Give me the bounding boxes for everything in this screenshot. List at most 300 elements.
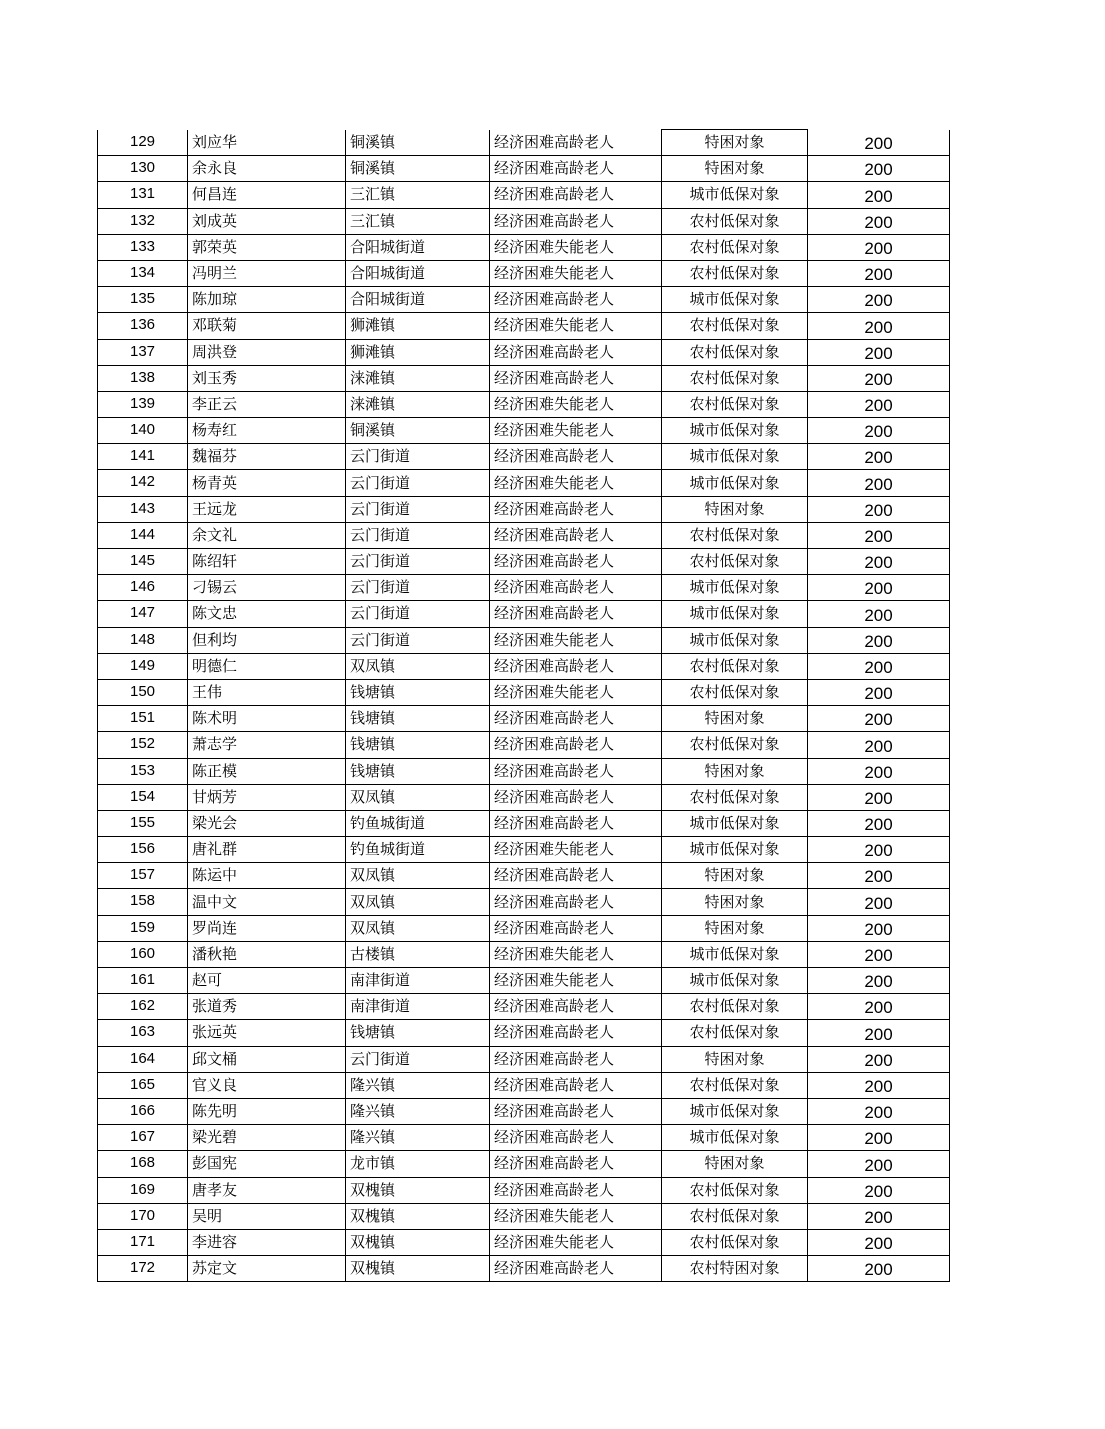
amount-cell: 200	[808, 522, 950, 548]
amount-cell: 200	[808, 130, 950, 156]
elder-type-cell: 经济困难失能老人	[490, 234, 662, 260]
name-cell: 赵可	[188, 968, 346, 994]
elder-type-cell: 经济困难高龄老人	[490, 339, 662, 365]
amount-cell: 200	[808, 1046, 950, 1072]
table-row	[98, 1256, 950, 1282]
row-number-cell: 172	[98, 1256, 188, 1282]
table-row	[98, 575, 950, 601]
town-cell: 云门街道	[346, 522, 490, 548]
town-cell: 隆兴镇	[346, 1125, 490, 1151]
row-number-cell: 130	[98, 156, 188, 182]
elder-type-cell: 经济困难高龄老人	[490, 130, 662, 156]
table-row	[98, 391, 950, 417]
amount-cell: 200	[808, 679, 950, 705]
town-cell: 狮滩镇	[346, 313, 490, 339]
row-number-cell: 156	[98, 837, 188, 863]
town-cell: 三汇镇	[346, 208, 490, 234]
table-row	[98, 470, 950, 496]
amount-cell: 200	[808, 444, 950, 470]
town-cell: 双槐镇	[346, 1229, 490, 1255]
town-cell: 钓鱼城街道	[346, 837, 490, 863]
town-cell: 铜溪镇	[346, 156, 490, 182]
row-number-cell: 170	[98, 1203, 188, 1229]
assistance-category-cell: 城市低保对象	[662, 470, 808, 496]
table-row	[98, 889, 950, 915]
town-cell: 云门街道	[346, 575, 490, 601]
name-cell: 官义良	[188, 1072, 346, 1098]
town-cell: 隆兴镇	[346, 1072, 490, 1098]
town-cell: 双凤镇	[346, 915, 490, 941]
elder-type-cell: 经济困难高龄老人	[490, 575, 662, 601]
name-cell: 郭荣英	[188, 234, 346, 260]
assistance-category-cell: 城市低保对象	[662, 287, 808, 313]
name-cell: 彭国宪	[188, 1151, 346, 1177]
elder-type-cell: 经济困难失能老人	[490, 1203, 662, 1229]
table-row	[98, 810, 950, 836]
table-row	[98, 287, 950, 313]
amount-cell: 200	[808, 863, 950, 889]
town-cell: 双槐镇	[346, 1203, 490, 1229]
row-number-cell: 144	[98, 522, 188, 548]
amount-cell: 200	[808, 784, 950, 810]
elder-type-cell: 经济困难高龄老人	[490, 1177, 662, 1203]
elder-type-cell: 经济困难失能老人	[490, 837, 662, 863]
name-cell: 陈加琼	[188, 287, 346, 313]
elder-type-cell: 经济困难失能老人	[490, 679, 662, 705]
town-cell: 钱塘镇	[346, 679, 490, 705]
amount-cell: 200	[808, 837, 950, 863]
elder-type-cell: 经济困难高龄老人	[490, 156, 662, 182]
table-row	[98, 1098, 950, 1124]
amount-cell: 200	[808, 365, 950, 391]
row-number-cell: 131	[98, 182, 188, 208]
name-cell: 唐孝友	[188, 1177, 346, 1203]
amount-cell: 200	[808, 1256, 950, 1282]
row-number-cell: 154	[98, 784, 188, 810]
assistance-category-cell: 城市低保对象	[662, 575, 808, 601]
row-number-cell: 159	[98, 915, 188, 941]
assistance-category-cell: 农村低保对象	[662, 260, 808, 286]
row-number-cell: 134	[98, 260, 188, 286]
elder-type-cell: 经济困难失能老人	[490, 418, 662, 444]
elder-type-cell: 经济困难高龄老人	[490, 365, 662, 391]
town-cell: 三汇镇	[346, 182, 490, 208]
assistance-category-cell: 农村低保对象	[662, 339, 808, 365]
name-cell: 陈术明	[188, 706, 346, 732]
assistance-category-cell: 特困对象	[662, 915, 808, 941]
assistance-category-cell: 农村低保对象	[662, 313, 808, 339]
row-number-cell: 142	[98, 470, 188, 496]
amount-cell: 200	[808, 889, 950, 915]
name-cell: 陈正模	[188, 758, 346, 784]
amount-cell: 200	[808, 287, 950, 313]
town-cell: 钓鱼城街道	[346, 810, 490, 836]
table-row	[98, 234, 950, 260]
assistance-category-cell: 农村低保对象	[662, 1203, 808, 1229]
name-cell: 温中文	[188, 889, 346, 915]
elder-type-cell: 经济困难高龄老人	[490, 1125, 662, 1151]
assistance-category-cell: 城市低保对象	[662, 941, 808, 967]
town-cell: 涞滩镇	[346, 365, 490, 391]
name-cell: 杨寿红	[188, 418, 346, 444]
row-number-cell: 151	[98, 706, 188, 732]
row-number-cell: 162	[98, 994, 188, 1020]
name-cell: 王伟	[188, 679, 346, 705]
town-cell: 龙市镇	[346, 1151, 490, 1177]
assistance-category-cell: 农村低保对象	[662, 1177, 808, 1203]
table-row	[98, 679, 950, 705]
amount-cell: 200	[808, 313, 950, 339]
amount-cell: 200	[808, 208, 950, 234]
assistance-category-cell: 农村低保对象	[662, 994, 808, 1020]
elder-type-cell: 经济困难高龄老人	[490, 653, 662, 679]
row-number-cell: 135	[98, 287, 188, 313]
elder-type-cell: 经济困难失能老人	[490, 968, 662, 994]
assistance-category-cell: 农村低保对象	[662, 679, 808, 705]
name-cell: 刘玉秀	[188, 365, 346, 391]
name-cell: 陈绍轩	[188, 549, 346, 575]
table-row	[98, 208, 950, 234]
elder-type-cell: 经济困难高龄老人	[490, 601, 662, 627]
table-row	[98, 1203, 950, 1229]
elder-type-cell: 经济困难高龄老人	[490, 994, 662, 1020]
amount-cell: 200	[808, 1098, 950, 1124]
amount-cell: 200	[808, 1229, 950, 1255]
amount-cell: 200	[808, 575, 950, 601]
row-number-cell: 143	[98, 496, 188, 522]
name-cell: 陈运中	[188, 863, 346, 889]
elder-type-cell: 经济困难高龄老人	[490, 889, 662, 915]
table-row	[98, 156, 950, 182]
name-cell: 刘成英	[188, 208, 346, 234]
table-row	[98, 182, 950, 208]
town-cell: 隆兴镇	[346, 1098, 490, 1124]
table-row	[98, 994, 950, 1020]
town-cell: 双凤镇	[346, 653, 490, 679]
name-cell: 但利均	[188, 627, 346, 653]
elder-type-cell: 经济困难失能老人	[490, 260, 662, 286]
elder-type-cell: 经济困难失能老人	[490, 627, 662, 653]
row-number-cell: 132	[98, 208, 188, 234]
assistance-category-cell: 特困对象	[662, 863, 808, 889]
assistance-category-cell: 城市低保对象	[662, 968, 808, 994]
amount-cell: 200	[808, 1020, 950, 1046]
amount-cell: 200	[808, 968, 950, 994]
name-cell: 刘应华	[188, 130, 346, 156]
name-cell: 周洪登	[188, 339, 346, 365]
town-cell: 南津街道	[346, 968, 490, 994]
row-number-cell: 146	[98, 575, 188, 601]
assistance-category-cell: 特困对象	[662, 706, 808, 732]
row-number-cell: 163	[98, 1020, 188, 1046]
name-cell: 梁光碧	[188, 1125, 346, 1151]
amount-cell: 200	[808, 732, 950, 758]
name-cell: 梁光会	[188, 810, 346, 836]
row-number-cell: 148	[98, 627, 188, 653]
name-cell: 甘炳芳	[188, 784, 346, 810]
name-cell: 唐礼群	[188, 837, 346, 863]
name-cell: 杨青英	[188, 470, 346, 496]
town-cell: 钱塘镇	[346, 1020, 490, 1046]
town-cell: 古楼镇	[346, 941, 490, 967]
amount-cell: 200	[808, 994, 950, 1020]
table-row	[98, 1177, 950, 1203]
assistance-category-cell: 城市低保对象	[662, 627, 808, 653]
elder-type-cell: 经济困难高龄老人	[490, 549, 662, 575]
amount-cell: 200	[808, 758, 950, 784]
assistance-category-cell: 农村低保对象	[662, 522, 808, 548]
elder-type-cell: 经济困难失能老人	[490, 470, 662, 496]
amount-cell: 200	[808, 1072, 950, 1098]
town-cell: 钱塘镇	[346, 706, 490, 732]
town-cell: 双槐镇	[346, 1177, 490, 1203]
assistance-category-cell: 农村低保对象	[662, 208, 808, 234]
town-cell: 双凤镇	[346, 863, 490, 889]
row-number-cell: 155	[98, 810, 188, 836]
table-row	[98, 1229, 950, 1255]
assistance-category-cell: 特困对象	[662, 889, 808, 915]
town-cell: 云门街道	[346, 549, 490, 575]
table-row	[98, 1125, 950, 1151]
name-cell: 陈先明	[188, 1098, 346, 1124]
table-row	[98, 313, 950, 339]
amount-cell: 200	[808, 810, 950, 836]
table-row	[98, 627, 950, 653]
town-cell: 云门街道	[346, 496, 490, 522]
assistance-category-cell: 特困对象	[662, 130, 808, 156]
table-row	[98, 863, 950, 889]
assistance-category-cell: 城市低保对象	[662, 837, 808, 863]
row-number-cell: 145	[98, 549, 188, 575]
elder-type-cell: 经济困难高龄老人	[490, 1046, 662, 1072]
table-row	[98, 1020, 950, 1046]
amount-cell: 200	[808, 339, 950, 365]
assistance-category-cell: 农村低保对象	[662, 549, 808, 575]
table-row	[98, 653, 950, 679]
name-cell: 冯明兰	[188, 260, 346, 286]
amount-cell: 200	[808, 182, 950, 208]
assistance-category-cell: 特困对象	[662, 1046, 808, 1072]
amount-cell: 200	[808, 418, 950, 444]
table-row	[98, 601, 950, 627]
table-row	[98, 1046, 950, 1072]
name-cell: 刁锡云	[188, 575, 346, 601]
table-row	[98, 418, 950, 444]
name-cell: 吴明	[188, 1203, 346, 1229]
row-number-cell: 141	[98, 444, 188, 470]
table-row	[98, 784, 950, 810]
elder-type-cell: 经济困难高龄老人	[490, 1098, 662, 1124]
assistance-category-cell: 特困对象	[662, 758, 808, 784]
name-cell: 萧志学	[188, 732, 346, 758]
row-number-cell: 147	[98, 601, 188, 627]
town-cell: 合阳城街道	[346, 260, 490, 286]
name-cell: 王远龙	[188, 496, 346, 522]
table-row	[98, 968, 950, 994]
assistance-category-cell: 特困对象	[662, 156, 808, 182]
assistance-category-cell: 农村低保对象	[662, 653, 808, 679]
row-number-cell: 168	[98, 1151, 188, 1177]
row-number-cell: 160	[98, 941, 188, 967]
town-cell: 合阳城街道	[346, 287, 490, 313]
elder-type-cell: 经济困难高龄老人	[490, 732, 662, 758]
amount-cell: 200	[808, 627, 950, 653]
row-number-cell: 157	[98, 863, 188, 889]
amount-cell: 200	[808, 156, 950, 182]
table-row	[98, 732, 950, 758]
elder-type-cell: 经济困难高龄老人	[490, 522, 662, 548]
name-cell: 苏定文	[188, 1256, 346, 1282]
elder-type-cell: 经济困难高龄老人	[490, 863, 662, 889]
elder-type-cell: 经济困难失能老人	[490, 1229, 662, 1255]
assistance-category-cell: 农村低保对象	[662, 784, 808, 810]
elder-type-cell: 经济困难高龄老人	[490, 706, 662, 732]
assistance-category-cell: 特困对象	[662, 1151, 808, 1177]
town-cell: 钱塘镇	[346, 732, 490, 758]
assistance-category-cell: 农村低保对象	[662, 234, 808, 260]
row-number-cell: 164	[98, 1046, 188, 1072]
name-cell: 邱文桶	[188, 1046, 346, 1072]
town-cell: 狮滩镇	[346, 339, 490, 365]
assistance-category-cell: 农村低保对象	[662, 365, 808, 391]
table-row	[98, 1072, 950, 1098]
amount-cell: 200	[808, 234, 950, 260]
town-cell: 合阳城街道	[346, 234, 490, 260]
table-row	[98, 365, 950, 391]
assistance-category-cell: 特困对象	[662, 496, 808, 522]
row-number-cell: 149	[98, 653, 188, 679]
name-cell: 张远英	[188, 1020, 346, 1046]
amount-cell: 200	[808, 260, 950, 286]
assistance-category-cell: 城市低保对象	[662, 601, 808, 627]
elder-type-cell: 经济困难高龄老人	[490, 810, 662, 836]
table-body	[98, 130, 950, 1282]
row-number-cell: 138	[98, 365, 188, 391]
amount-cell: 200	[808, 706, 950, 732]
town-cell: 铜溪镇	[346, 130, 490, 156]
name-cell: 余文礼	[188, 522, 346, 548]
assistance-category-cell: 农村低保对象	[662, 732, 808, 758]
amount-cell: 200	[808, 1177, 950, 1203]
town-cell: 云门街道	[346, 1046, 490, 1072]
elder-type-cell: 经济困难高龄老人	[490, 1020, 662, 1046]
assistance-category-cell: 农村低保对象	[662, 1229, 808, 1255]
name-cell: 魏福芬	[188, 444, 346, 470]
elder-type-cell: 经济困难高龄老人	[490, 444, 662, 470]
table-row	[98, 496, 950, 522]
elder-type-cell: 经济困难高龄老人	[490, 915, 662, 941]
assistance-category-cell: 城市低保对象	[662, 444, 808, 470]
table-row	[98, 130, 950, 156]
row-number-cell: 161	[98, 968, 188, 994]
assistance-category-cell: 农村低保对象	[662, 1020, 808, 1046]
name-cell: 罗尚连	[188, 915, 346, 941]
name-cell: 李进容	[188, 1229, 346, 1255]
amount-cell: 200	[808, 1203, 950, 1229]
table-row	[98, 260, 950, 286]
town-cell: 云门街道	[346, 627, 490, 653]
row-number-cell: 140	[98, 418, 188, 444]
town-cell: 云门街道	[346, 470, 490, 496]
amount-cell: 200	[808, 391, 950, 417]
elder-type-cell: 经济困难失能老人	[490, 941, 662, 967]
assistance-category-cell: 城市低保对象	[662, 418, 808, 444]
row-number-cell: 167	[98, 1125, 188, 1151]
amount-cell: 200	[808, 549, 950, 575]
row-number-cell: 129	[98, 130, 188, 156]
assistance-category-cell: 农村特困对象	[662, 1256, 808, 1282]
amount-cell: 200	[808, 496, 950, 522]
table-row	[98, 758, 950, 784]
table-row	[98, 339, 950, 365]
amount-cell: 200	[808, 601, 950, 627]
elder-type-cell: 经济困难高龄老人	[490, 287, 662, 313]
amount-cell: 200	[808, 915, 950, 941]
row-number-cell: 139	[98, 391, 188, 417]
table-row	[98, 1151, 950, 1177]
elder-type-cell: 经济困难高龄老人	[490, 1256, 662, 1282]
town-cell: 云门街道	[346, 601, 490, 627]
row-number-cell: 133	[98, 234, 188, 260]
amount-cell: 200	[808, 1151, 950, 1177]
amount-cell: 200	[808, 653, 950, 679]
amount-cell: 200	[808, 1125, 950, 1151]
row-number-cell: 169	[98, 1177, 188, 1203]
row-number-cell: 136	[98, 313, 188, 339]
row-number-cell: 137	[98, 339, 188, 365]
town-cell: 云门街道	[346, 444, 490, 470]
town-cell: 钱塘镇	[346, 758, 490, 784]
elder-type-cell: 经济困难高龄老人	[490, 784, 662, 810]
table-row	[98, 941, 950, 967]
name-cell: 何昌连	[188, 182, 346, 208]
elder-type-cell: 经济困难高龄老人	[490, 1151, 662, 1177]
assistance-category-cell: 城市低保对象	[662, 1125, 808, 1151]
name-cell: 邓联菊	[188, 313, 346, 339]
row-number-cell: 153	[98, 758, 188, 784]
elder-type-cell: 经济困难高龄老人	[490, 1072, 662, 1098]
elder-type-cell: 经济困难失能老人	[490, 391, 662, 417]
row-number-cell: 171	[98, 1229, 188, 1255]
elder-type-cell: 经济困难高龄老人	[490, 208, 662, 234]
row-number-cell: 166	[98, 1098, 188, 1124]
assistance-category-cell: 城市低保对象	[662, 1098, 808, 1124]
elder-type-cell: 经济困难高龄老人	[490, 496, 662, 522]
elder-type-cell: 经济困难失能老人	[490, 313, 662, 339]
town-cell: 南津街道	[346, 994, 490, 1020]
elder-type-cell: 经济困难高龄老人	[490, 182, 662, 208]
assistance-category-cell: 农村低保对象	[662, 1072, 808, 1098]
town-cell: 铜溪镇	[346, 418, 490, 444]
allowance-table	[97, 129, 950, 1282]
name-cell: 潘秋艳	[188, 941, 346, 967]
row-number-cell: 165	[98, 1072, 188, 1098]
assistance-category-cell: 城市低保对象	[662, 810, 808, 836]
table-row	[98, 706, 950, 732]
assistance-category-cell: 城市低保对象	[662, 182, 808, 208]
town-cell: 双凤镇	[346, 889, 490, 915]
town-cell: 双凤镇	[346, 784, 490, 810]
town-cell: 双槐镇	[346, 1256, 490, 1282]
row-number-cell: 158	[98, 889, 188, 915]
name-cell: 张道秀	[188, 994, 346, 1020]
name-cell: 明德仁	[188, 653, 346, 679]
table-row	[98, 915, 950, 941]
amount-cell: 200	[808, 941, 950, 967]
amount-cell: 200	[808, 470, 950, 496]
row-number-cell: 150	[98, 679, 188, 705]
name-cell: 陈文忠	[188, 601, 346, 627]
